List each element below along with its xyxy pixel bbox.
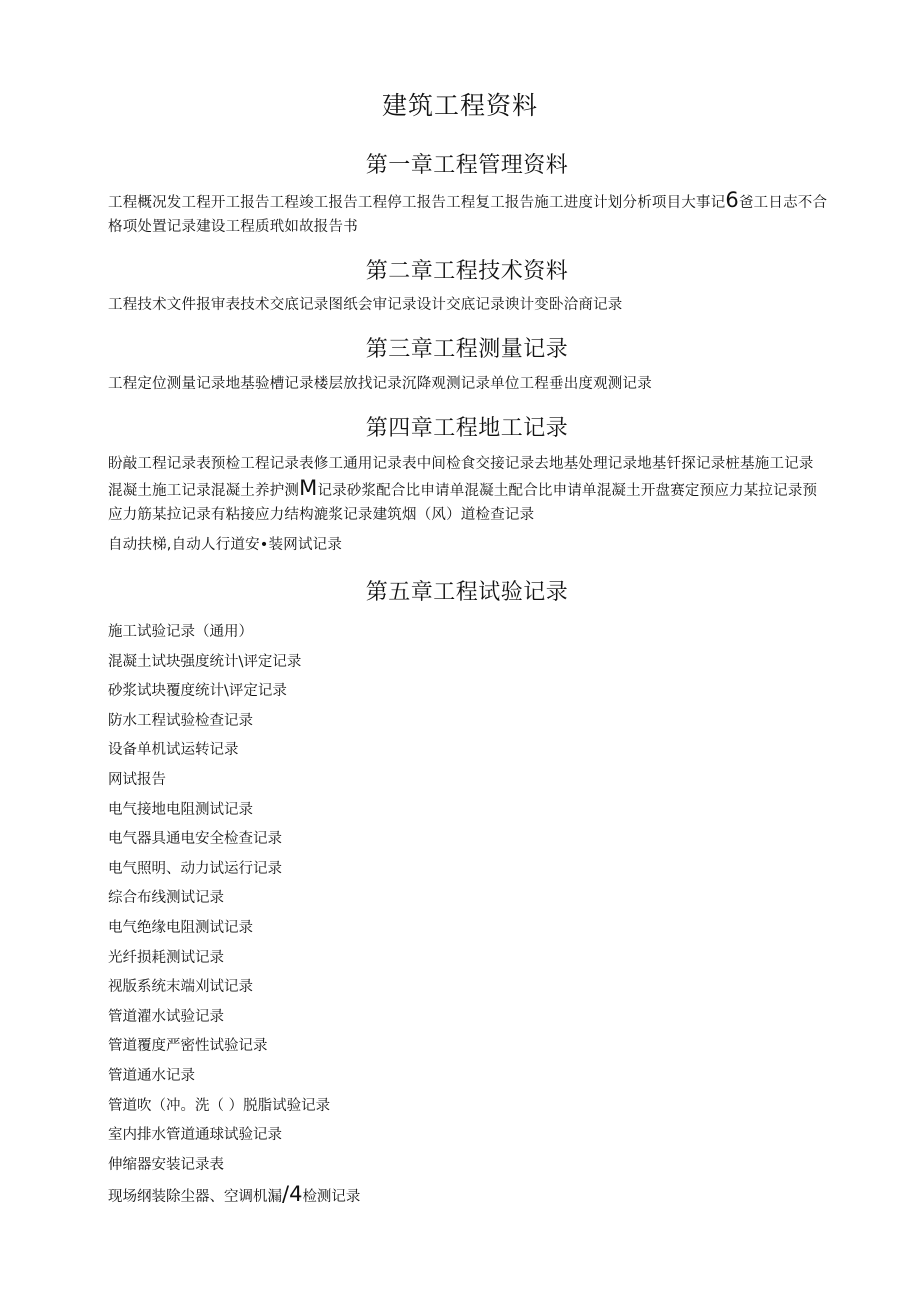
chapter-1-body: [108, 188, 828, 239]
list-item: 混凝土试块强度统计\评定记录: [108, 653, 302, 670]
list-item: 电气接地电阻测试记录: [108, 801, 253, 818]
list-item: 光纤损耗测试记录: [108, 949, 224, 966]
chapter-4-extra: 自动扶梯,自动人行道安•装网试记录: [108, 537, 343, 553]
chapter-4-body-part-c: 记录砂浆配合比申请单混凝土配合比申请单混凝土开盘赛定预应力某拉记录预应力筋某拉记录有粘接应力结构漉浆记录建筑烟（风）道检查记录: [108, 483, 818, 523]
list-item: 管道覆度严密性试验记录: [108, 1038, 268, 1055]
chapter-2-heading: 第二章工程技术资料: [365, 259, 569, 284]
list-item: 电气绝缘电阻测试记录: [108, 919, 253, 936]
list-item: 视版系统末端刈试记录: [108, 979, 253, 996]
chapter-1-body-part-a: 工程概况发工程开工报告工程竣工报告工程停工报告工程复工报告施工进度计划分析项目大事记: [108, 195, 726, 211]
list-item: 网试报告: [108, 771, 166, 788]
last-item-part-a: 现场纲装除尘器、空调机漏: [108, 1189, 282, 1206]
last-item-part-b: /4: [282, 1182, 303, 1207]
last-item-part-c: 检测记录: [302, 1189, 361, 1206]
chapter-3-body: 工程定位测量记录地基验槽记录楼层放找记录沉降观测记录单位工程垂出度观测记录: [108, 376, 652, 392]
list-item: 室内排水管道通球试验记录: [108, 1127, 282, 1144]
chapter-1-body-part-c: 爸工日志不合格项处置记录建设工程质玳如故报告书: [108, 195, 828, 235]
list-item: 电气照明、动力试运行记录: [108, 860, 282, 877]
list-item: 管道吹（冲。洗（ ）脱脂试验记录: [108, 1097, 331, 1114]
chapter-4-body: [108, 452, 828, 527]
document-title: 建筑工程资料: [381, 91, 538, 120]
chapter-4-heading: 第四章工程地工记录: [365, 416, 569, 441]
list-item: 设备单机试运转记录: [108, 742, 239, 759]
list-item: 电气器具通电安全检查记录: [108, 831, 282, 848]
list-item: 管道濯水试验记录: [108, 1008, 224, 1025]
list-item: 防水工程试验检查记录: [108, 712, 253, 729]
list-item: 施工试验记录（通用）: [108, 624, 253, 640]
chapter-2-body: 工程技术文件报审表技术交底记录图纸会审记录设计交底记录谀计变卧洽商记录: [108, 297, 623, 313]
list-item: 综合布线测试记录: [108, 890, 224, 907]
chapter-5-heading: 第五章工程试验记录: [365, 580, 569, 605]
chapter-4-body-part-b: M: [299, 476, 318, 500]
list-item-last: [108, 1182, 360, 1212]
chapter-3-heading: 第三章工程测量记录: [365, 337, 569, 362]
list-item: 砂浆试块覆度统计\评定记录: [108, 683, 287, 700]
list-item: 管道通水记录: [108, 1067, 195, 1084]
chapter-5-list: [108, 620, 360, 1212]
chapter-1-body-part-b: 6: [725, 188, 739, 212]
list-item: 伸缩器安装记录表: [108, 1156, 224, 1173]
chapter-4-body-part-a: 盼敲工程记录表预检工程记录表修工通用记录表中间检食交接记录去地基处理记录地基钎探记录桩基施工记录混凝土施工记录混凝土养护测: [108, 456, 814, 499]
chapter-1-heading: 第一章工程管理资料: [365, 153, 569, 178]
